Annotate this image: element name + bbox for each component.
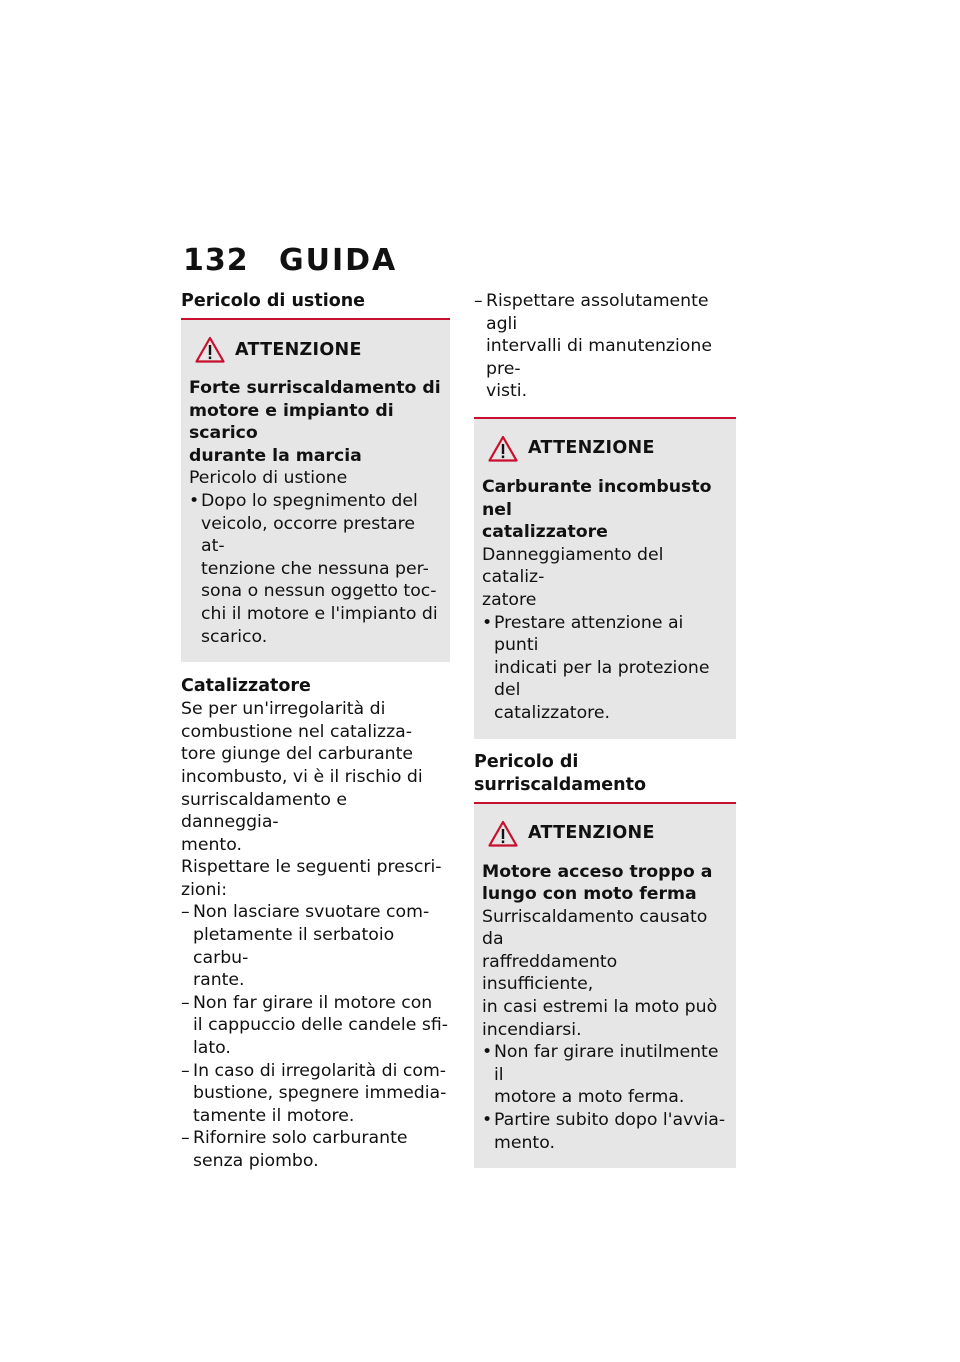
dash-item: [474, 290, 736, 403]
text-line: motore e impianto di scarico: [189, 400, 394, 444]
dash-item: [181, 1127, 450, 1172]
text-line: il cappuccio delle candele sfi-: [193, 1015, 448, 1036]
page-title: GUIDA: [279, 243, 398, 278]
text-line: Forte surriscaldamento di: [189, 378, 441, 398]
text-line: zioni:: [181, 879, 228, 900]
text-line: Surriscaldamento causato da: [482, 906, 708, 950]
text-line: tamente il motore.: [193, 1105, 355, 1126]
warning-bullet: [482, 612, 728, 725]
text-line: senza piombo.: [193, 1151, 319, 1171]
dash-mark: –: [181, 1128, 190, 1149]
section-heading-burn: Pericolo di ustione: [181, 291, 366, 311]
warning-triangle-icon: [488, 820, 518, 847]
warning-subtitle: Pericolo di ustione: [189, 468, 348, 489]
warning-title: [482, 476, 728, 544]
bullet-text: [201, 490, 442, 648]
warning-bullet: [482, 1041, 728, 1109]
text-line: motore a moto ferma.: [494, 1087, 685, 1108]
warning-box-catalyst: [474, 419, 736, 739]
text-line: Motore acceso troppo a: [482, 861, 713, 882]
text-line: Non lasciare svuotare com-: [193, 902, 430, 923]
text-line: Rispettare le seguenti prescri-: [181, 857, 442, 878]
warning-title: [482, 861, 728, 906]
warning-header: [488, 435, 728, 462]
warning-subtitle: [482, 544, 728, 612]
text-line: catalizzatore.: [494, 702, 610, 723]
instructions-intro: [181, 856, 450, 901]
dash-mark: –: [181, 992, 190, 1013]
text-line: lungo con moto ferma: [482, 884, 697, 905]
text-line: catalizzatore: [482, 522, 608, 543]
text-line: tenzione che nessuna per-: [201, 558, 429, 579]
text-line: durante la marcia: [189, 445, 362, 466]
text-line: visti.: [486, 381, 528, 402]
text-line: rante.: [193, 970, 245, 991]
dash-item: [181, 992, 450, 1060]
text-line: combustione nel catalizza-: [181, 721, 412, 742]
text-line: pletamente il serbatoio carbu-: [193, 925, 395, 968]
warning-title: [189, 377, 442, 467]
text-line: Prestare attenzione ai punti: [494, 612, 684, 656]
bullet-mark: •: [482, 612, 493, 633]
text-line: mento.: [494, 1132, 555, 1153]
text-line: sona o nessun oggetto toc-: [201, 581, 437, 602]
text-line: Partire subito dopo l'avvia-: [494, 1110, 726, 1131]
warning-box-burn: [181, 320, 450, 662]
warning-bullet: [189, 490, 442, 648]
warning-label: ATTENZIONE: [528, 438, 655, 459]
text-line: chi il motore e l'impianto di: [201, 603, 438, 624]
section-heading-overheating: Pericolo di surriscaldamento: [474, 751, 647, 795]
left-column: [181, 290, 450, 1173]
text-line: Rifornire solo carburante: [193, 1128, 408, 1149]
dash-item: [181, 1060, 450, 1128]
text-line: bustione, spegnere immedia-: [193, 1083, 447, 1104]
warning-label: ATTENZIONE: [235, 339, 362, 360]
warning-triangle-icon: [195, 336, 225, 363]
dash-item: [181, 901, 450, 991]
text-line: in casi estremi la moto può: [482, 997, 718, 1018]
page-number: 132: [183, 243, 249, 278]
text-line: incombusto, vi è il rischio di: [181, 766, 423, 787]
text-line: scarico.: [201, 626, 268, 647]
dash-mark: –: [474, 291, 483, 311]
page-header: [183, 243, 397, 278]
text-line: Rispettare assolutamente agli: [486, 291, 709, 334]
warning-box-overheating: [474, 804, 736, 1169]
dash-mark: –: [181, 1060, 190, 1081]
bullet-mark: •: [482, 1110, 493, 1131]
right-column: [474, 290, 736, 1168]
text-line: Dopo lo spegnimento del: [201, 490, 418, 511]
text-line: zatore: [482, 589, 537, 610]
bullet-mark: •: [189, 490, 200, 511]
text-line: indicati per la protezione del: [494, 657, 710, 701]
warning-header: [488, 820, 728, 847]
warning-label: ATTENZIONE: [528, 823, 655, 843]
text-line: tore giunge del carburante: [181, 744, 414, 765]
text-line: In caso di irregolarità di com-: [193, 1060, 447, 1081]
warning-subtitle: [482, 906, 728, 1042]
text-line: Se per un'irregolarità di: [181, 699, 386, 720]
section-heading-catalyst: Catalizzatore: [181, 676, 311, 697]
text-line: mento.: [181, 834, 242, 855]
text-line: Non far girare inutilmente il: [494, 1042, 719, 1085]
catalyst-paragraph: [181, 698, 450, 856]
text-line: veicolo, occorre prestare at-: [201, 513, 415, 557]
bullet-mark: •: [482, 1042, 493, 1063]
text-line: lato.: [193, 1038, 231, 1059]
text-line: intervalli di manutenzione pre-: [486, 336, 712, 379]
text-line: Carburante incombusto nel: [482, 476, 712, 520]
text-line: Non far girare il motore con: [193, 992, 433, 1013]
text-line: incendiarsi.: [482, 1019, 582, 1040]
text-line: Danneggiamento del cataliz-: [482, 544, 664, 588]
text-line: surriscaldamento e danneggia-: [181, 789, 348, 833]
warning-bullet: [482, 1109, 728, 1154]
warning-triangle-icon: [488, 435, 518, 462]
warning-header: [195, 336, 442, 363]
dash-mark: –: [181, 902, 190, 923]
text-line: raffreddamento insufficiente,: [482, 951, 618, 995]
